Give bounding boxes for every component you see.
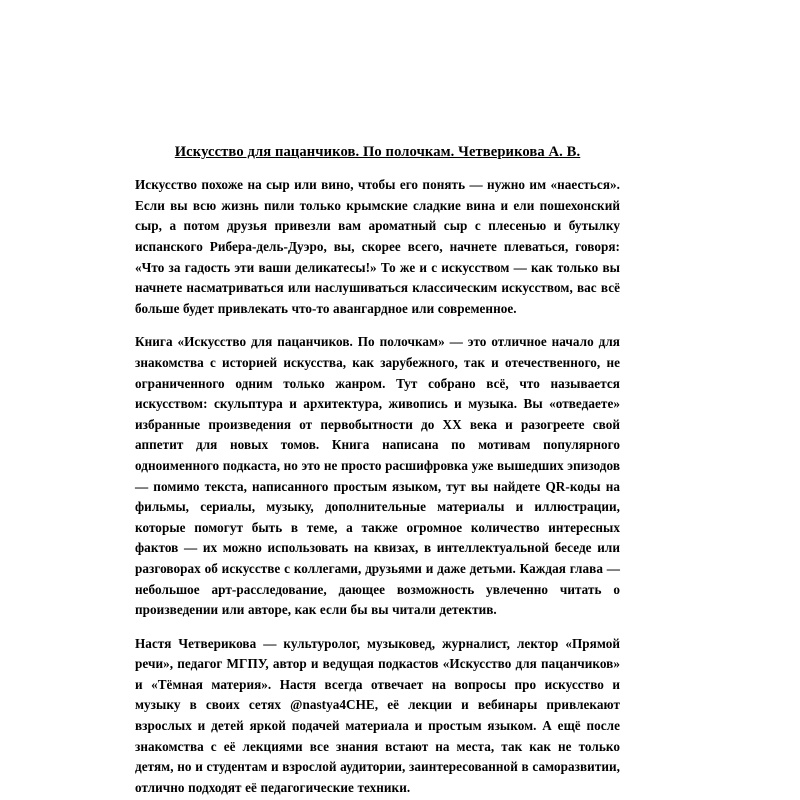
page-title: Искусство для пацанчиков. По полочкам. Четверикова А. В.: [174, 144, 581, 160]
paragraph-2: Книга «Искусство для пацанчиков. По полочкам» — это отличное начало для знакомства с историей искусства, как зарубежного, так и отечественного, не ограниченного одним только жанром. Тут собрано всё, что называется искусством: скульптура и архитектура, живопись и музыка. Вы «отведаете» избранные произведения от первобытности до XX века и разогреете свой аппетит для новых томов. Книга написана по мотивам популярного одноименного подкаста, но это не просто расшифровка уже вышедших эпизодов — помимо текста, написанного простым языком, тут вы найдете QR-коды на фильмы, сериалы, музыку, дополнительные материалы и иллюстрации, которые помогут быть в теме, а также огромное количество интересных фактов — их можно использовать на квизах, в интеллектуальной беседе или разговорах об искусстве с коллегами, друзьями и даже детьми. Каждая глава — небольшое арт-расследование, дающее возможность увлеченно читать о произведении или авторе, как если бы вы читали детектив.: [135, 334, 620, 618]
paragraph-1: Искусство похоже на сыр или вино, чтобы его понять — нужно им «наесться». Если вы всю жизнь пили только крымские сладкие вина и ели пошехонский сыр, а потом друзья привезли вам ароматный сыр с плесенью и бутылку испанского Рибера-дель-Дуэро, вы, скорее всего, начнете плеваться, говоря: «Что за гадость эти ваши деликатесы!» То же и с искусством — как только вы начнете насматриваться или наслушиваться классическим искусством, вас всё больше будет привлекать что-то авангардное или современное.: [135, 177, 620, 316]
paragraph-3: Настя Четверикова — культуролог, музыковед, журналист, лектор «Прямой речи», педагог МГПУ, автор и ведущая подкастов «Искусство для пацанчиков» и «Тёмная материя». Настя всегда отвечает на вопросы про искусство и музыку в своих сетях @nastya4CHE, её лекции и вебинары привлекают взрослых и детей яркой подачей материала и простым языком. А ещё после знакомства с её лекциями все знания встают на места, так как не только детям, но и студентам и взрослой аудитории, заинтересованной в саморазвитии, отлично подходят её педагогические техники.: [135, 635, 620, 795]
